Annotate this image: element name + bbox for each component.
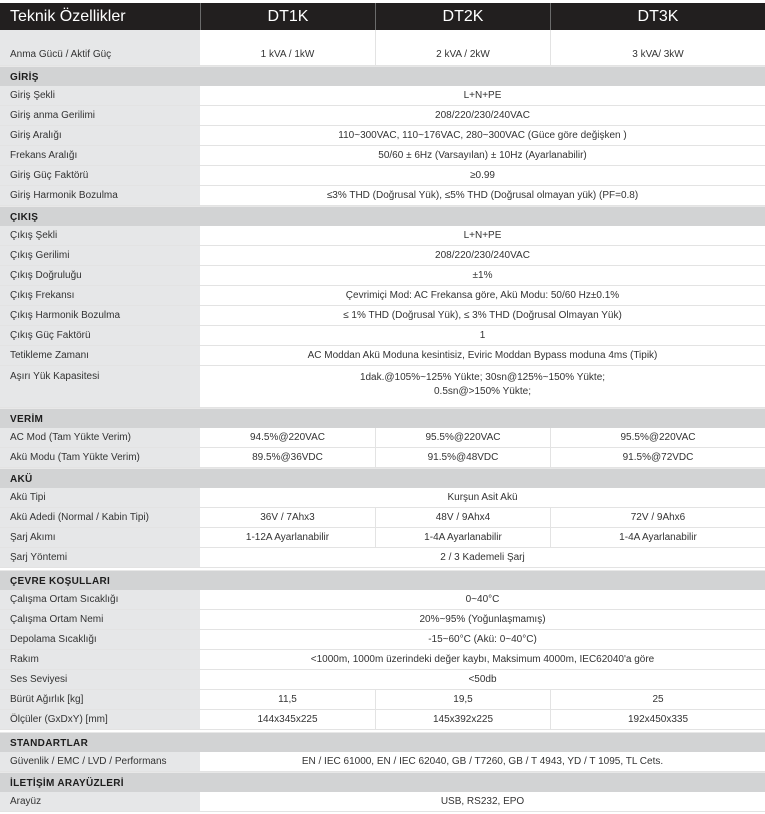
table-row xyxy=(0,548,765,568)
cell-dt2k: 95.5%@220VAC xyxy=(375,428,550,447)
table-row xyxy=(0,326,765,346)
table-row xyxy=(0,30,765,66)
section-header-efficiency: VERİM xyxy=(0,408,765,428)
row-value: <1000m, 1000m üzerindeki değer kaybı, Maksimum 4000m, IEC62040'a göre xyxy=(200,650,765,669)
row-label: Anma Gücü / Aktif Güç xyxy=(0,30,200,65)
row-label: Rakım xyxy=(0,650,200,669)
overload-line-1: 1dak.@105%~125% Yükte; 30sn@125%~150% Yükte; xyxy=(359,372,606,383)
row-value: 208/220/230/240VAC xyxy=(200,246,765,265)
row-value: ≤ 1% THD (Doğrusal Yük), ≤ 3% THD (Doğrusal Olmayan Yük) xyxy=(200,306,765,325)
row-label: Tetikleme Zamanı xyxy=(0,346,200,365)
row-label: Çalışma Ortam Nemi xyxy=(0,610,200,629)
row-label: Güvenlik / EMC / LVD / Performans xyxy=(0,752,200,771)
row-value: EN / IEC 61000, EN / IEC 62040, GB / T7260, GB / T 4943, YD / T 1095, TL Cets. xyxy=(200,752,765,771)
row-value: L+N+PE xyxy=(200,86,765,105)
row-value: 2 / 3 Kademeli Şarj xyxy=(200,548,765,567)
table-header xyxy=(0,3,765,30)
row-label: Arayüz xyxy=(0,792,200,811)
row-label: Çıkış Gerilimi xyxy=(0,246,200,265)
cell-dt1k: 89.5%@36VDC xyxy=(200,448,375,467)
row-label: Ölçüler (GxDxY) [mm] xyxy=(0,710,200,729)
row-value xyxy=(200,366,765,407)
row-label: Çıkış Frekansı xyxy=(0,286,200,305)
row-value: 50/60 ± 6Hz (Varsayılan) ± 10Hz (Ayarlanabilir) xyxy=(200,146,765,165)
row-label: Akü Adedi (Normal / Kabin Tipi) xyxy=(0,508,200,527)
row-label: Çalışma Ortam Sıcaklığı xyxy=(0,590,200,609)
table-row xyxy=(0,106,765,126)
row-label: Giriş Güç Faktörü xyxy=(0,166,200,185)
cell-dt1k: 1 kVA / 1kW xyxy=(200,30,375,65)
cell-dt3k: 91.5%@72VDC xyxy=(550,448,765,467)
row-value: USB, RS232, EPO xyxy=(200,792,765,811)
cell-dt3k: 1-4A Ayarlanabilir xyxy=(550,528,765,547)
table-row xyxy=(0,752,765,772)
table-row xyxy=(0,528,765,548)
row-label: Giriş anma Gerilimi xyxy=(0,106,200,125)
cell-dt1k: 1-12A Ayarlanabilir xyxy=(200,528,375,547)
row-label: Giriş Harmonik Bozulma xyxy=(0,186,200,205)
section-header-standards: STANDARTLAR xyxy=(0,732,765,752)
row-label: Çıkış Güç Faktörü xyxy=(0,326,200,345)
cell-dt2k: 1-4A Ayarlanabilir xyxy=(375,528,550,547)
cell-dt1k: 94.5%@220VAC xyxy=(200,428,375,447)
row-value: 1 xyxy=(200,326,765,345)
table-row xyxy=(0,366,765,408)
row-label: Bürüt Ağırlık [kg] xyxy=(0,690,200,709)
row-value: ≤3% THD (Doğrusal Yük), ≤5% THD (Doğrusal olmayan yük) (PF=0.8) xyxy=(200,186,765,205)
row-label: Ses Seviyesi xyxy=(0,670,200,689)
table-row xyxy=(0,146,765,166)
section-header-comms: İLETİŞİM ARAYÜZLERİ xyxy=(0,772,765,792)
cell-dt3k: 95.5%@220VAC xyxy=(550,428,765,447)
row-value: L+N+PE xyxy=(200,226,765,245)
table-row xyxy=(0,346,765,366)
row-label: Çıkış Harmonik Bozulma xyxy=(0,306,200,325)
table-row xyxy=(0,650,765,670)
row-value: ±1% xyxy=(200,266,765,285)
table-row xyxy=(0,186,765,206)
table-row xyxy=(0,246,765,266)
cell-dt2k: 91.5%@48VDC xyxy=(375,448,550,467)
table-row xyxy=(0,306,765,326)
table-row xyxy=(0,630,765,650)
table-row xyxy=(0,690,765,710)
section-header-output: ÇIKIŞ xyxy=(0,206,765,226)
section-header-battery: AKÜ xyxy=(0,468,765,488)
row-value: 20%~95% (Yoğunlaşmamış) xyxy=(200,610,765,629)
row-label: Aşırı Yük Kapasitesi xyxy=(0,366,200,407)
model-dt3k-header: DT3K xyxy=(550,3,765,30)
section-header-input: GİRİŞ xyxy=(0,66,765,86)
row-value: -15~60°C (Akü: 0~40°C) xyxy=(200,630,765,649)
row-value: Kurşun Asit Akü xyxy=(200,488,765,507)
model-dt1k-header: DT1K xyxy=(200,3,375,30)
cell-dt3k: 192x450x335 xyxy=(550,710,765,729)
table-row xyxy=(0,226,765,246)
section-header-environment: ÇEVRE KOŞULLARI xyxy=(0,570,765,590)
row-label: Çıkış Şekli xyxy=(0,226,200,245)
table-row xyxy=(0,508,765,528)
table-row xyxy=(0,488,765,508)
row-label: Şarj Akımı xyxy=(0,528,200,547)
row-value: AC Moddan Akü Moduna kesintisiz, Eviric Moddan Bypass moduna 4ms (Tipik) xyxy=(200,346,765,365)
cell-dt1k: 11,5 xyxy=(200,690,375,709)
row-label: Depolama Sıcaklığı xyxy=(0,630,200,649)
cell-dt1k: 144x345x225 xyxy=(200,710,375,729)
row-value: <50db xyxy=(200,670,765,689)
table-row xyxy=(0,266,765,286)
cell-dt3k: 25 xyxy=(550,690,765,709)
overload-line-2: 0.5sn@>150% Yükte; xyxy=(434,386,531,397)
row-label: Giriş Şekli xyxy=(0,86,200,105)
table-row xyxy=(0,670,765,690)
table-row xyxy=(0,286,765,306)
row-value: 208/220/230/240VAC xyxy=(200,106,765,125)
row-value: 0~40°C xyxy=(200,590,765,609)
row-label: Akü Modu (Tam Yükte Verim) xyxy=(0,448,200,467)
row-value: 110~300VAC, 110~176VAC, 280~300VAC (Güce göre değişken ) xyxy=(200,126,765,145)
cell-dt3k: 3 kVA/ 3kW xyxy=(550,30,765,65)
cell-dt3k: 72V / 9Ahx6 xyxy=(550,508,765,527)
cell-dt2k: 145x392x225 xyxy=(375,710,550,729)
table-row xyxy=(0,166,765,186)
row-label: Şarj Yöntemi xyxy=(0,548,200,567)
table-row xyxy=(0,792,765,812)
row-label: Frekans Aralığı xyxy=(0,146,200,165)
table-row xyxy=(0,448,765,468)
row-label: Akü Tipi xyxy=(0,488,200,507)
cell-dt2k: 2 kVA / 2kW xyxy=(375,30,550,65)
cell-dt2k: 19,5 xyxy=(375,690,550,709)
row-value: Çevrimiçi Mod: AC Frekansa göre, Akü Modu: 50/60 Hz±0.1% xyxy=(200,286,765,305)
row-value: ≥0.99 xyxy=(200,166,765,185)
table-row xyxy=(0,590,765,610)
table-title: Teknik Özellikler xyxy=(10,8,126,25)
model-dt2k-header: DT2K xyxy=(375,3,550,30)
table-row xyxy=(0,86,765,106)
table-row xyxy=(0,126,765,146)
row-label: Giriş Aralığı xyxy=(0,126,200,145)
cell-dt1k: 36V / 7Ahx3 xyxy=(200,508,375,527)
row-label: AC Mod (Tam Yükte Verim) xyxy=(0,428,200,447)
row-label: Çıkış Doğruluğu xyxy=(0,266,200,285)
table-row xyxy=(0,428,765,448)
table-row xyxy=(0,710,765,730)
table-row xyxy=(0,610,765,630)
cell-dt2k: 48V / 9Ahx4 xyxy=(375,508,550,527)
